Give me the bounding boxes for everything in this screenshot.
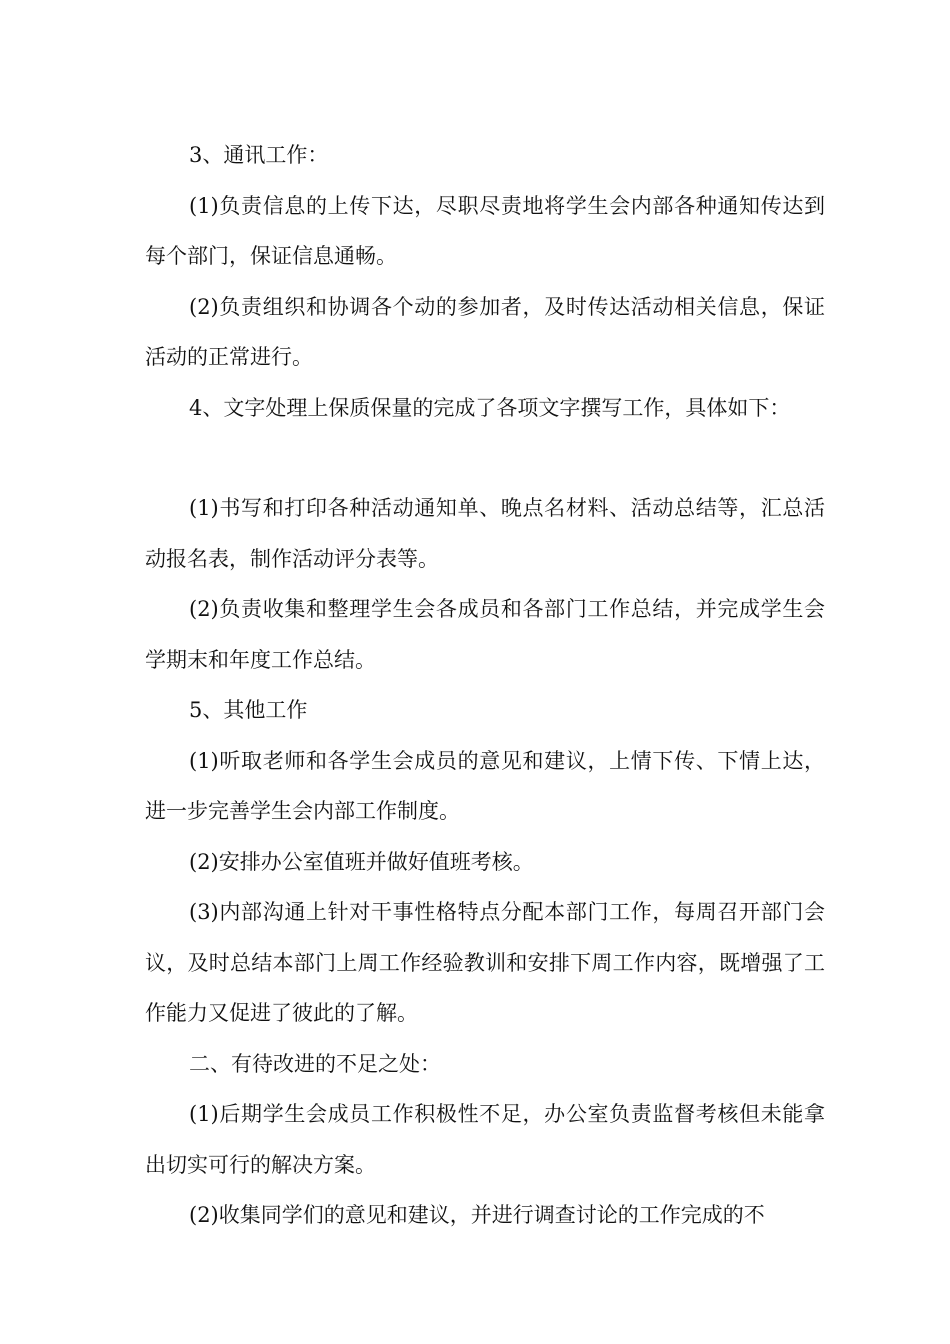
paragraph-improvements-item-1: (1)后期学生会成员工作积极性不足，办公室负责监督考核但未能拿出切实可行的解决方案。 [145, 1102, 825, 1177]
paragraph-text-processing-item-1: (1)书写和打印各种活动通知单、晚点名材料、活动总结等，汇总活动报名表，制作活动评分表等。 [145, 496, 825, 571]
heading-text-processing: 4、文字处理上保质保量的完成了各项文字撰写工作，具体如下： [189, 395, 791, 420]
heading-improvements: 二、有待改进的不足之处： [189, 1051, 441, 1076]
heading-other-work: 5、其他工作 [189, 698, 308, 722]
paragraph-communication-item-2: (2)负责组织和协调各个动的参加者，及时传达活动相关信息，保证活动的正常进行。 [145, 294, 825, 369]
heading-communication-work: 3、通讯工作： [189, 143, 329, 167]
paragraph-other-work-item-1: (1)听取老师和各学生会成员的意见和建议，上情下传、下情上达，进一步完善学生会内部工作制度。 [145, 748, 825, 823]
document-body [145, 130, 825, 1241]
paragraph-other-work-item-2: (2)安排办公室值班并做好值班考核。 [189, 849, 534, 874]
paragraph-improvements-item-2: (2)收集同学们的意见和建议，并进行调查讨论的工作完成的不 [189, 1203, 765, 1227]
paragraph-communication-item-1: (1)负责信息的上传下达，尽职尽责地将学生会内部各种通知传达到每个部门，保证信息通畅。 [145, 193, 825, 268]
paragraph-other-work-item-3: (3)内部沟通上针对干事性格特点分配本部门工作，每周召开部门会议，及时总结本部门上周工作经验教训和安排下周工作内容，既增强了工作能力又促进了彼此的了解。 [145, 900, 825, 1025]
paragraph-text-processing-item-2: (2)负责收集和整理学生会各成员和各部门工作总结，并完成学生会学期末和年度工作总结。 [145, 597, 825, 672]
